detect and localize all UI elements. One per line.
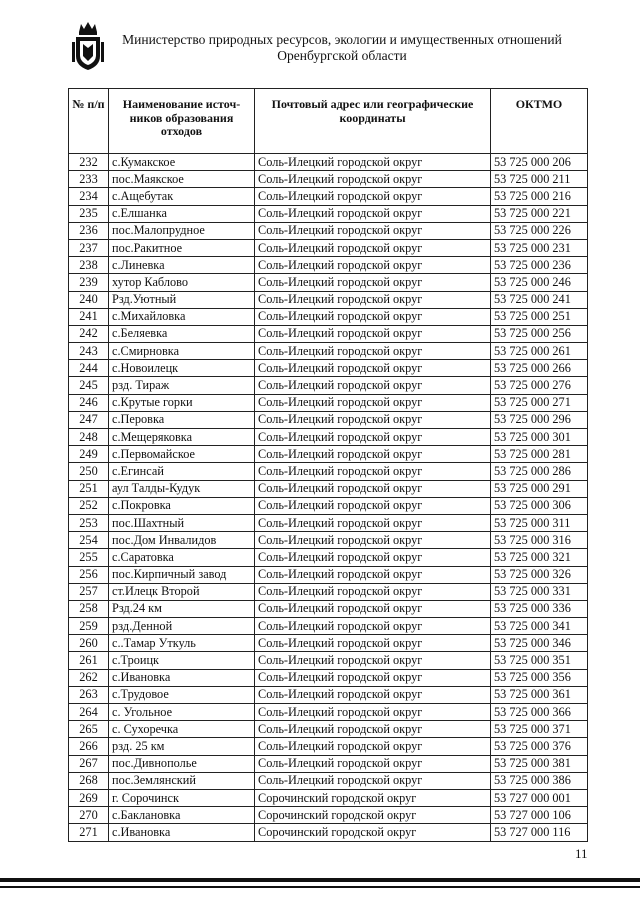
oktmo-code: 53 725 000 306 <box>491 497 588 514</box>
source-name: с.Ивановка <box>109 669 255 686</box>
table-row <box>69 652 588 669</box>
address: Соль-Илецкий городской округ <box>255 514 491 531</box>
oktmo-code: 53 725 000 341 <box>491 618 588 635</box>
row-number: 242 <box>69 325 109 342</box>
row-number: 263 <box>69 686 109 703</box>
oktmo-code: 53 725 000 276 <box>491 377 588 394</box>
address: Соль-Илецкий городской округ <box>255 257 491 274</box>
address: Сорочинский городской округ <box>255 824 491 841</box>
table-row <box>69 514 588 531</box>
table-row <box>69 463 588 480</box>
row-number: 239 <box>69 274 109 291</box>
row-number: 261 <box>69 652 109 669</box>
address: Соль-Илецкий городской округ <box>255 411 491 428</box>
oktmo-code: 53 725 000 231 <box>491 239 588 256</box>
source-name: с.Первомайское <box>109 446 255 463</box>
row-number: 271 <box>69 824 109 841</box>
source-name: с.Троицк <box>109 652 255 669</box>
source-name: с.Баклановка <box>109 807 255 824</box>
address: Соль-Илецкий городской округ <box>255 463 491 480</box>
table-row <box>69 205 588 222</box>
row-number: 233 <box>69 171 109 188</box>
table-row <box>69 188 588 205</box>
row-number: 238 <box>69 257 109 274</box>
table-row <box>69 549 588 566</box>
row-number: 244 <box>69 360 109 377</box>
row-number: 269 <box>69 789 109 806</box>
oktmo-code: 53 725 000 311 <box>491 514 588 531</box>
table-row <box>69 807 588 824</box>
source-name: пос.Маякское <box>109 171 255 188</box>
column-header-name: Наименование источ-ников образования отходов <box>109 89 255 154</box>
row-number: 265 <box>69 721 109 738</box>
table-body <box>69 154 588 842</box>
source-name: с.Саратовка <box>109 549 255 566</box>
source-name: пос.Малопрудное <box>109 222 255 239</box>
oktmo-code: 53 725 000 351 <box>491 652 588 669</box>
row-number: 250 <box>69 463 109 480</box>
address: Соль-Илецкий городской округ <box>255 480 491 497</box>
table-row <box>69 686 588 703</box>
table-row <box>69 532 588 549</box>
source-name: г. Сорочинск <box>109 789 255 806</box>
row-number: 236 <box>69 222 109 239</box>
oktmo-code: 53 727 000 001 <box>491 789 588 806</box>
source-name: с.Егинсай <box>109 463 255 480</box>
oktmo-code: 53 725 000 346 <box>491 635 588 652</box>
row-number: 240 <box>69 291 109 308</box>
table-row <box>69 377 588 394</box>
oktmo-code: 53 725 000 296 <box>491 411 588 428</box>
source-name: с.Беляевка <box>109 325 255 342</box>
address: Сорочинский городской округ <box>255 807 491 824</box>
oktmo-code: 53 725 000 316 <box>491 532 588 549</box>
oktmo-code: 53 725 000 326 <box>491 566 588 583</box>
row-number: 264 <box>69 704 109 721</box>
address: Соль-Илецкий городской округ <box>255 566 491 583</box>
table-row <box>69 222 588 239</box>
oktmo-code: 53 725 000 266 <box>491 360 588 377</box>
source-name: пос.Дом Инвалидов <box>109 532 255 549</box>
oktmo-code: 53 725 000 286 <box>491 463 588 480</box>
address: Соль-Илецкий городской округ <box>255 377 491 394</box>
footer-rule-thin <box>0 886 640 888</box>
table-row <box>69 566 588 583</box>
source-name: пос.Шахтный <box>109 514 255 531</box>
oktmo-code: 53 725 000 371 <box>491 721 588 738</box>
row-number: 254 <box>69 532 109 549</box>
address: Соль-Илецкий городской округ <box>255 686 491 703</box>
address: Соль-Илецкий городской округ <box>255 446 491 463</box>
oktmo-code: 53 725 000 301 <box>491 429 588 446</box>
source-name: с.Ащебутак <box>109 188 255 205</box>
address: Соль-Илецкий городской округ <box>255 343 491 360</box>
oktmo-code: 53 725 000 321 <box>491 549 588 566</box>
table-row <box>69 721 588 738</box>
source-name: с..Тамар Уткуль <box>109 635 255 652</box>
table-row <box>69 325 588 342</box>
table-row <box>69 239 588 256</box>
row-number: 247 <box>69 411 109 428</box>
address: Соль-Илецкий городской округ <box>255 532 491 549</box>
table-row <box>69 583 588 600</box>
source-name: Рзд.24 км <box>109 600 255 617</box>
oktmo-code: 53 725 000 246 <box>491 274 588 291</box>
oktmo-code: 53 725 000 206 <box>491 154 588 171</box>
source-name: с.Покровка <box>109 497 255 514</box>
table-row <box>69 360 588 377</box>
address: Соль-Илецкий городской округ <box>255 308 491 325</box>
source-name: с.Ивановка <box>109 824 255 841</box>
table-row <box>69 343 588 360</box>
table-row <box>69 308 588 325</box>
oktmo-code: 53 725 000 336 <box>491 600 588 617</box>
column-header-oktmo: ОКТМО <box>491 89 588 154</box>
row-number: 255 <box>69 549 109 566</box>
waste-sources-table <box>68 88 588 842</box>
row-number: 270 <box>69 807 109 824</box>
oktmo-code: 53 725 000 256 <box>491 325 588 342</box>
table-row <box>69 789 588 806</box>
oktmo-code: 53 725 000 386 <box>491 772 588 789</box>
table-row <box>69 738 588 755</box>
address: Соль-Илецкий городской округ <box>255 704 491 721</box>
row-number: 234 <box>69 188 109 205</box>
oktmo-code: 53 725 000 251 <box>491 308 588 325</box>
address: Соль-Илецкий городской округ <box>255 394 491 411</box>
row-number: 232 <box>69 154 109 171</box>
table-row <box>69 600 588 617</box>
oktmo-code: 53 725 000 366 <box>491 704 588 721</box>
oktmo-code: 53 725 000 221 <box>491 205 588 222</box>
source-name: рзд. Тираж <box>109 377 255 394</box>
source-name: с. Сухоречка <box>109 721 255 738</box>
table-row <box>69 171 588 188</box>
source-name: рзд.Денной <box>109 618 255 635</box>
ministry-name: Министерство природных ресурсов, экологии и имущественных отношений <box>122 32 562 47</box>
table-row <box>69 446 588 463</box>
oktmo-code: 53 725 000 211 <box>491 171 588 188</box>
row-number: 266 <box>69 738 109 755</box>
address: Соль-Илецкий городской округ <box>255 429 491 446</box>
source-name: пос.Кирпичный завод <box>109 566 255 583</box>
row-number: 253 <box>69 514 109 531</box>
address: Соль-Илецкий городской округ <box>255 360 491 377</box>
row-number: 262 <box>69 669 109 686</box>
source-name: с.Новоилецк <box>109 360 255 377</box>
source-name: аул Талды-Кудук <box>109 480 255 497</box>
document-header <box>112 32 572 64</box>
address: Соль-Илецкий городской округ <box>255 738 491 755</box>
row-number: 268 <box>69 772 109 789</box>
address: Соль-Илецкий городской округ <box>255 755 491 772</box>
table-header-row <box>69 89 588 154</box>
source-name: с.Перовка <box>109 411 255 428</box>
row-number: 267 <box>69 755 109 772</box>
source-name: с. Угольное <box>109 704 255 721</box>
address: Соль-Илецкий городской округ <box>255 669 491 686</box>
row-number: 235 <box>69 205 109 222</box>
address: Соль-Илецкий городской округ <box>255 652 491 669</box>
address: Соль-Илецкий городской округ <box>255 171 491 188</box>
address: Соль-Илецкий городской округ <box>255 497 491 514</box>
source-name: рзд. 25 км <box>109 738 255 755</box>
table-row <box>69 704 588 721</box>
address: Соль-Илецкий городской округ <box>255 635 491 652</box>
source-name: Рзд.Уютный <box>109 291 255 308</box>
address: Соль-Илецкий городской округ <box>255 600 491 617</box>
row-number: 248 <box>69 429 109 446</box>
row-number: 241 <box>69 308 109 325</box>
source-name: с.Михайловка <box>109 308 255 325</box>
table-row <box>69 772 588 789</box>
oktmo-code: 53 725 000 381 <box>491 755 588 772</box>
table-row <box>69 154 588 171</box>
oktmo-code: 53 725 000 271 <box>491 394 588 411</box>
address: Соль-Илецкий городской округ <box>255 274 491 291</box>
address: Соль-Илецкий городской округ <box>255 239 491 256</box>
table-row <box>69 497 588 514</box>
row-number: 257 <box>69 583 109 600</box>
footer-rule <box>0 878 640 882</box>
table-row <box>69 429 588 446</box>
address: Соль-Илецкий городской округ <box>255 549 491 566</box>
table-row <box>69 635 588 652</box>
row-number: 252 <box>69 497 109 514</box>
source-name: с.Линевка <box>109 257 255 274</box>
source-name: пос.Дивнополье <box>109 755 255 772</box>
row-number: 256 <box>69 566 109 583</box>
address: Соль-Илецкий городской округ <box>255 154 491 171</box>
row-number: 259 <box>69 618 109 635</box>
oktmo-code: 53 725 000 226 <box>491 222 588 239</box>
source-name: с.Трудовое <box>109 686 255 703</box>
address: Соль-Илецкий городской округ <box>255 222 491 239</box>
address: Сорочинский городской округ <box>255 789 491 806</box>
table-row <box>69 274 588 291</box>
source-name: с.Елшанка <box>109 205 255 222</box>
address: Соль-Илецкий городской округ <box>255 325 491 342</box>
oktmo-code: 53 725 000 356 <box>491 669 588 686</box>
row-number: 243 <box>69 343 109 360</box>
source-name: пос.Землянский <box>109 772 255 789</box>
address: Соль-Илецкий городской округ <box>255 583 491 600</box>
row-number: 258 <box>69 600 109 617</box>
address: Соль-Илецкий городской округ <box>255 188 491 205</box>
column-header-number: № п/п <box>69 89 109 154</box>
row-number: 237 <box>69 239 109 256</box>
oktmo-code: 53 725 000 361 <box>491 686 588 703</box>
address: Соль-Илецкий городской округ <box>255 291 491 308</box>
table-row <box>69 669 588 686</box>
address: Соль-Илецкий городской округ <box>255 721 491 738</box>
oktmo-code: 53 725 000 376 <box>491 738 588 755</box>
table-row <box>69 394 588 411</box>
source-name: с.Смирновка <box>109 343 255 360</box>
region-name: Оренбургской области <box>277 48 407 63</box>
oktmo-code: 53 725 000 241 <box>491 291 588 308</box>
oktmo-code: 53 725 000 261 <box>491 343 588 360</box>
oktmo-code: 53 725 000 216 <box>491 188 588 205</box>
row-number: 251 <box>69 480 109 497</box>
address: Соль-Илецкий городской округ <box>255 772 491 789</box>
row-number: 249 <box>69 446 109 463</box>
row-number: 245 <box>69 377 109 394</box>
address: Соль-Илецкий городской округ <box>255 205 491 222</box>
source-name: ст.Илецк Второй <box>109 583 255 600</box>
oktmo-code: 53 725 000 236 <box>491 257 588 274</box>
table-row <box>69 480 588 497</box>
oktmo-code: 53 725 000 281 <box>491 446 588 463</box>
coat-of-arms-icon <box>71 20 105 72</box>
table-row <box>69 411 588 428</box>
oktmo-code: 53 725 000 331 <box>491 583 588 600</box>
table-row <box>69 618 588 635</box>
source-name: пос.Ракитное <box>109 239 255 256</box>
source-name: с.Кумакское <box>109 154 255 171</box>
address: Соль-Илецкий городской округ <box>255 618 491 635</box>
oktmo-code: 53 725 000 291 <box>491 480 588 497</box>
source-name: с.Мещеряковка <box>109 429 255 446</box>
source-name: хутор Каблово <box>109 274 255 291</box>
table-row <box>69 291 588 308</box>
oktmo-code: 53 727 000 116 <box>491 824 588 841</box>
oktmo-code: 53 727 000 106 <box>491 807 588 824</box>
row-number: 260 <box>69 635 109 652</box>
table-row <box>69 755 588 772</box>
source-name: с.Крутые горки <box>109 394 255 411</box>
row-number: 246 <box>69 394 109 411</box>
page-number: 11 <box>575 846 588 861</box>
column-header-address: Почтовый адрес или географические координаты <box>255 89 491 154</box>
table-row <box>69 257 588 274</box>
table-row <box>69 824 588 841</box>
